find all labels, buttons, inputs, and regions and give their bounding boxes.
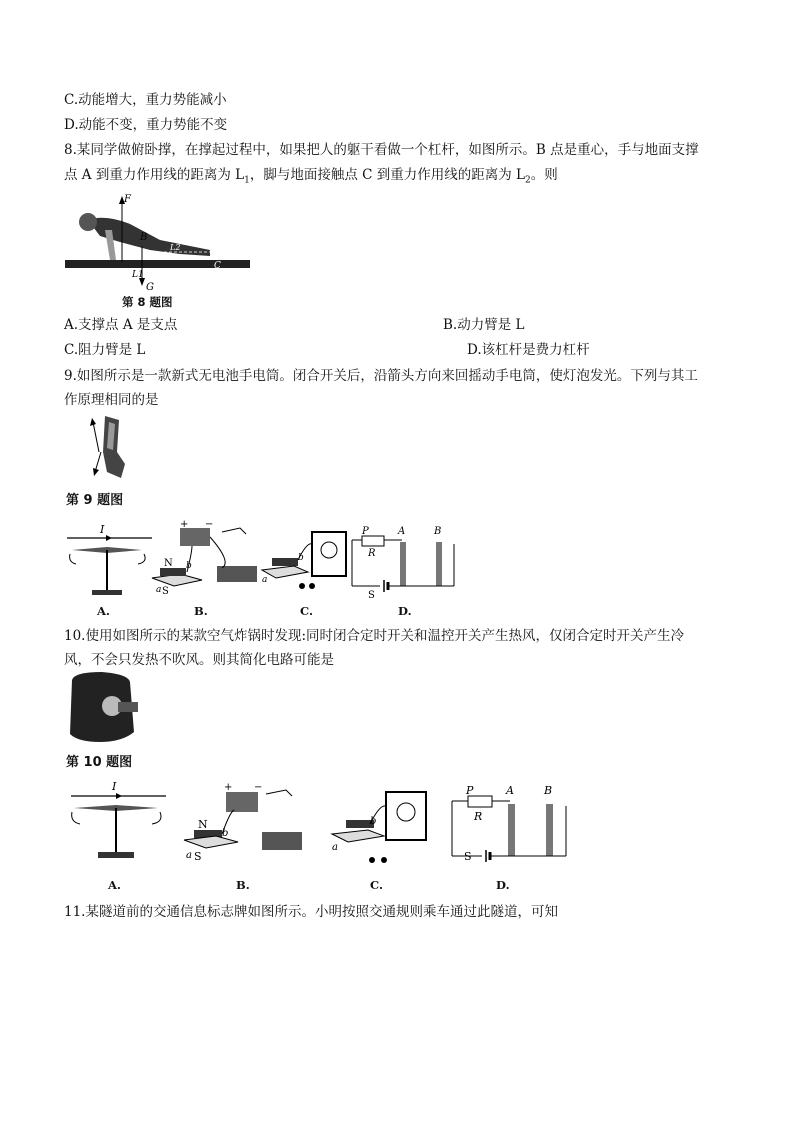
q8-option-a: A.支撑点 A 是支点 — [64, 317, 178, 333]
q9-option-a-label: A. — [97, 604, 110, 618]
q10-b-minus: − — [254, 782, 263, 793]
q9-a-current-label: I — [100, 523, 105, 536]
q9-b-s: S — [162, 586, 169, 597]
q8-figure-caption: 第 8 题图 — [122, 295, 173, 309]
q10-b-n: N — [198, 818, 208, 831]
fig8-label-g: G — [146, 282, 154, 293]
q9-options-figure — [62, 519, 462, 612]
fig8-label-l1: L1 — [132, 270, 144, 280]
fig8-label-f: F — [124, 194, 131, 205]
q9-c-a: a — [262, 575, 268, 585]
q9-d-coil-b: B — [434, 526, 442, 537]
q10-figure-caption: 第 10 题图 — [66, 755, 133, 770]
q9-d-coil-a: A — [398, 526, 406, 537]
q10-option-c-label: C. — [370, 878, 383, 892]
q9-option-d-label: D. — [398, 604, 412, 618]
q10-option-b-label: B. — [236, 878, 250, 892]
q10-a-current-label: I — [112, 780, 117, 793]
q9-b-minus: − — [205, 519, 214, 530]
q9-b-n: N — [164, 558, 173, 569]
q10-option-a-label: A. — [108, 878, 121, 892]
q10-b-plus: + — [224, 782, 233, 793]
flashlight-figure — [85, 412, 135, 482]
q9-d-p: P — [362, 526, 369, 537]
q10-b-a: a — [186, 850, 192, 861]
q8-stem-part-c: 。则 — [530, 167, 558, 183]
q11-stem: 11.某隧道前的交通信息标志牌如图所示。小明按照交通规则乘车通过此隧道，可知 — [64, 904, 558, 920]
fig8-label-b: B — [140, 232, 148, 243]
q9-b-b: b — [186, 561, 192, 571]
q9-b-a: a — [156, 585, 162, 595]
q7-option-c: C.动能增大，重力势能减小 — [64, 92, 227, 108]
q9-option-c-label: C. — [300, 604, 313, 618]
q8-option-b: B.动力臂是 L — [443, 317, 525, 333]
q8-stem-sub-1: 1 — [244, 175, 250, 186]
q8-stem-line1: 8.某同学做俯卧撑，在撑起过程中，如果把人的躯干看做一个杠杆，如图所示。B 点是重心，手与地面支撑 — [64, 142, 699, 158]
q10-options-figure — [66, 780, 576, 875]
q10-d-coil-b: B — [544, 784, 553, 797]
q10-c-b: b — [370, 816, 377, 827]
q9-stem-line1: 9.如图所示是一款新式无电池手电筒。闭合开关后，沿箭头方向来回摇动手电筒，使灯泡发光。下列与其工 — [64, 368, 698, 384]
q9-d-s: S — [368, 590, 375, 601]
q9-b-plus: + — [180, 519, 189, 530]
q7-option-d: D.动能不变，重力势能不变 — [64, 117, 228, 133]
q10-b-b: b — [222, 828, 229, 839]
q8-stem-part-b: ，脚与地面接触点 C 到重力作用线的距离为 L — [249, 167, 525, 183]
q9-stem-line2: 作原理相同的是 — [64, 392, 159, 408]
q9-option-b-label: B. — [194, 604, 208, 618]
q8-stem-line2 — [64, 165, 558, 191]
q10-d-r: R — [474, 810, 483, 823]
q10-option-d-label: D. — [496, 878, 510, 892]
q8-stem-sub-2: 2 — [525, 175, 531, 186]
q10-d-s: S — [464, 850, 472, 863]
q10-c-a: a — [332, 842, 338, 853]
q9-figure-caption: 第 9 题图 — [66, 493, 124, 508]
q10-stem-line2: 风，不会只发热不吹风。则其简化电路可能是 — [64, 652, 334, 668]
q8-option-c: C.阻力臂是 L — [64, 342, 146, 358]
air-fryer-figure — [62, 672, 142, 744]
q9-d-r: R — [368, 548, 376, 559]
q8-option-d: D.该杠杆是费力杠杆 — [467, 342, 590, 358]
fig8-label-c: C — [214, 261, 221, 271]
q9-c-b: b — [298, 553, 304, 563]
q10-d-p: P — [466, 784, 474, 797]
q10-b-s: S — [194, 850, 202, 863]
q10-stem-line1: 10.使用如图所示的某款空气炸锅时发现:同时闭合定时开关和温控开关产生热风，仅闭合定时开关产生冷 — [64, 628, 685, 644]
pushup-figure — [60, 190, 260, 293]
q8-stem-part-a: 点 A 到重力作用线的距离为 L — [64, 167, 245, 183]
fig8-label-l2: L2 — [170, 243, 181, 252]
q10-d-coil-a: A — [506, 784, 514, 797]
